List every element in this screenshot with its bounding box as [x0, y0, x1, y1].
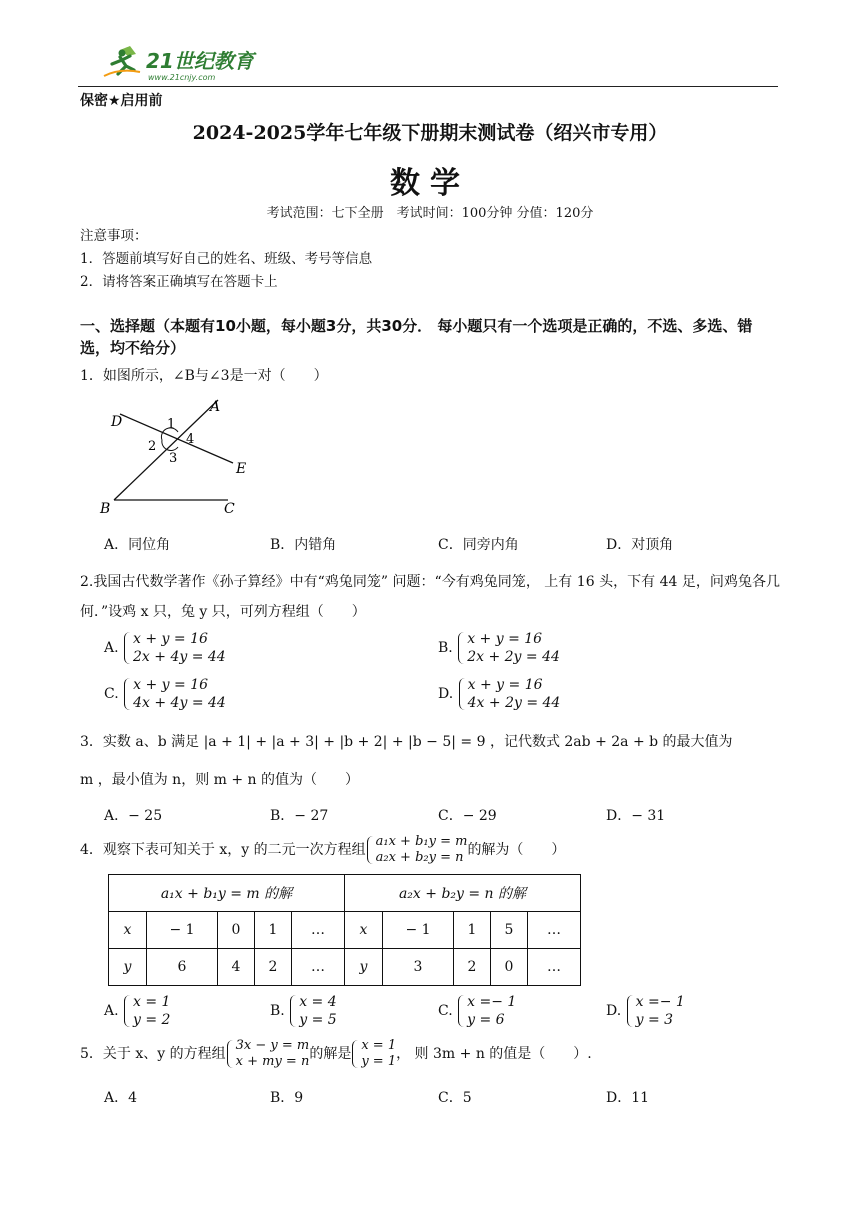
header-divider: [78, 86, 778, 87]
q4-option-d: D. x =− 1 y = 3: [606, 994, 685, 1028]
note-item: 2．请将答案正确填写在答题卡上: [80, 274, 278, 290]
q5-option-d: D．11: [606, 1090, 650, 1106]
q2-option-a: A. x + y = 16 2x + 4y = 44: [104, 631, 226, 665]
table-header-left: a₁x + b₁y = m 的解: [109, 875, 345, 912]
label-C: C: [224, 501, 235, 517]
q1-figure: [90, 392, 270, 522]
label-4: 4: [186, 432, 195, 447]
q3-option-c: C．− 29: [438, 808, 497, 824]
q3-line2: m ，最小值为 n，则 m + n 的值为（ ）: [80, 772, 360, 788]
q4-option-a: A. x = 1 y = 2: [104, 994, 171, 1028]
label-E: E: [236, 461, 247, 477]
exam-info: 考试范围：七下全册 考试时间：100分钟 分值：120分: [266, 206, 594, 221]
note-item: 1．答题前填写好自己的姓名、班级、考号等信息: [80, 251, 373, 267]
q2-option-d: D. x + y = 16 4x + 2y = 44: [438, 677, 561, 711]
q5-option-a: A．4: [104, 1090, 138, 1106]
q2-text: 2.我国古代数学著作《孙子算经》中有“鸡兔同笼” 问题：“今有鸡兔同笼， 上有 16 头，下有 44 足，问鸡兔各几何．”设鸡 x 只，兔 y 只，可列方程组（ ）: [80, 574, 780, 620]
q1-option-a: A．同位角: [104, 537, 171, 553]
label-B: B: [100, 501, 111, 517]
q5-option-b: B．9: [270, 1090, 304, 1106]
q1-option-b: B．内错角: [270, 537, 337, 553]
q2-option-c: C. x + y = 16 4x + 4y = 44: [104, 677, 226, 711]
q3-option-a: A．− 25: [104, 808, 163, 824]
runner-icon: [100, 44, 270, 84]
label-A: A: [210, 399, 221, 415]
q4-option-b: B. x = 4 y = 5: [270, 994, 337, 1028]
section-title: 一、选择题（本题有10小题，每小题3分，共30分． 每小题只有一个选项是正确的，不选、多选、错选，均不给分）: [80, 317, 753, 357]
logo: [100, 44, 270, 84]
logo-sub: www.21cnjy.com: [148, 73, 216, 82]
q4-table: [108, 874, 581, 986]
table-row-y: y 6 4 2 … y 3 2 0 …: [109, 949, 581, 986]
notes-heading: 注意事项：: [80, 228, 148, 244]
label-2: 2: [148, 439, 157, 454]
q1-option-d: D．对顶角: [606, 537, 674, 553]
label-1: 1: [167, 417, 176, 432]
q4-text: 4．观察下表可知关于 x，y 的二元一次方程组 a₁x + b₁y = m a₂x + b₂y = n 的解为（ ）: [80, 834, 566, 865]
label-3: 3: [169, 451, 178, 466]
q3-option-b: B．− 27: [270, 808, 329, 824]
secret-label: 保密★启用前: [80, 93, 163, 109]
q3-line1: 3．实数 a、b 满足 |a + 1| + |a + 3| + |b + 2| + |b − 5| = 9 ，记代数式 2ab + 2a + b 的最大值为: [80, 734, 733, 750]
q5-text: 5．关于 x、y 的方程组 3x − y = m x + my = n 的解是 x = 1 y = 1 ， 则 3m + n 的值是（ ）.: [80, 1038, 592, 1069]
subject-title: 数学: [390, 166, 470, 201]
q1-option-c: C．同旁内角: [438, 537, 519, 553]
exam-title: 2024-2025学年七年级下册期末测试卷（绍兴市专用）: [192, 122, 668, 144]
q5-option-c: C．5: [438, 1090, 472, 1106]
table-row-x: x − 1 0 1 … x − 1 1 5 …: [109, 912, 581, 949]
q2-option-b: B. x + y = 16 2x + 2y = 44: [438, 631, 560, 665]
q4-option-c: C. x =− 1 y = 6: [438, 994, 517, 1028]
table-header-right: a₂x + b₂y = n 的解: [345, 875, 581, 912]
q3-option-d: D．− 31: [606, 808, 666, 824]
logo-text: 21世纪教育: [146, 49, 254, 73]
label-D: D: [111, 414, 123, 430]
q1-text: 1．如图所示，∠B与∠3是一对（ ）: [80, 368, 328, 384]
